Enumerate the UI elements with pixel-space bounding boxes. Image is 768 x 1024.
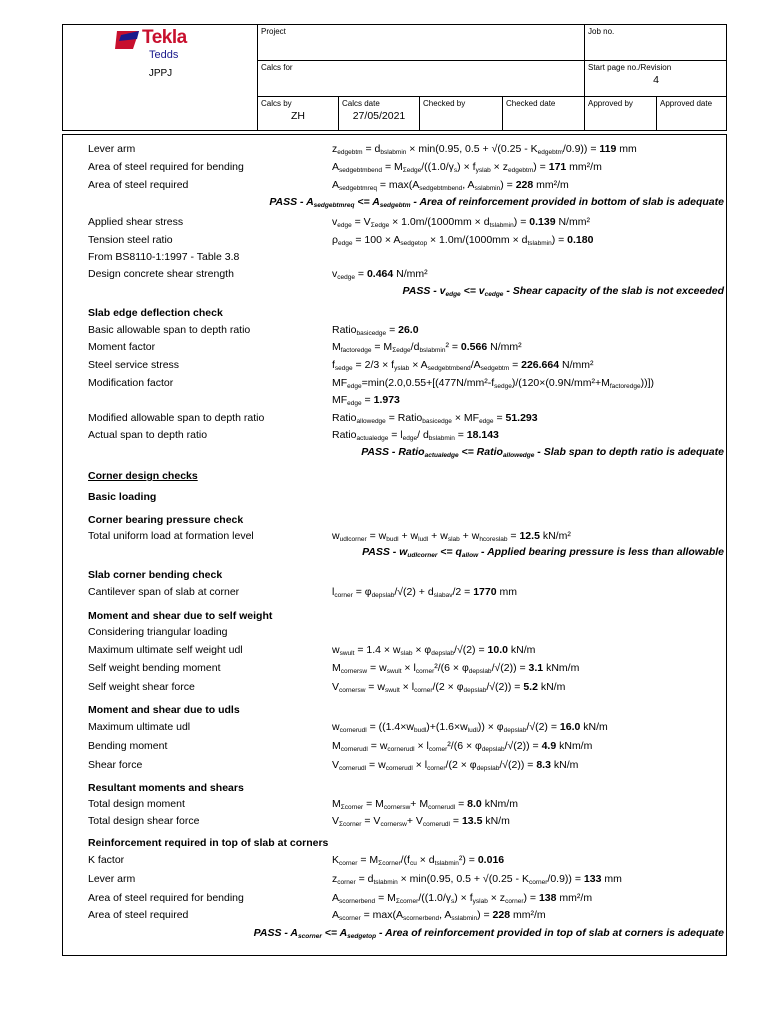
formula: $A_{scorner} = \max(A_{scornerbend}$, $A_{sslabmin}) = 228$ mm²/m [332, 909, 546, 922]
formula: $w_{cornerudl} = ((1.4\times w_{budl})+(1.6\times w_{ludl})) \times \varphi_{depslab}/√(2) = 16.0$ kN/m [332, 721, 608, 734]
project-label: Project [261, 27, 286, 36]
pass-statement: PASS - $w_{udlcorner} <= q_{allow}$ - Applied bearing pressure is less than allowable [362, 546, 724, 559]
section-heading-row [63, 514, 728, 530]
calc-row [63, 530, 728, 546]
line-label: Lever arm [88, 143, 136, 155]
line-label: Maximum ultimate udl [88, 721, 191, 733]
section-heading-row [63, 782, 728, 798]
pass-row [63, 927, 728, 943]
tekla-logo-icon [115, 29, 141, 51]
section-heading: Reinforcement required in top of slab at corners [88, 837, 329, 849]
line-label: Area of steel required [88, 179, 189, 191]
formula: $A_{sedgebtmbend} = M_{\Sigma edge}/((1.0/\gamma_s) \times f_{yslab} \times z_{edgebtm}) = 171$ mm²/m [332, 161, 602, 174]
line-label: Area of steel required for bending [88, 161, 244, 173]
calc-row [63, 234, 728, 250]
formula: $f_{sedge} = 2/3 \times f_{yslab} \times A_{sedgebtmbend}/A_{sedgebtm} = 226.664$ N/mm² [332, 359, 594, 372]
section-heading: Basic loading [88, 491, 157, 503]
approved-date-cell [657, 97, 727, 131]
line-label: Bending moment [88, 740, 168, 752]
formula: $A_{sedgebtmreq} = \max(A_{sedgebtmbend}$, $A_{sslabmin}) = 228$ mm²/m [332, 179, 569, 192]
calc-row [63, 586, 728, 602]
line-label: K factor [88, 854, 125, 866]
line-label: Cantilever span of slab at corner [88, 586, 240, 598]
pass-statement: PASS - $A_{scorner} <= A_{sedgetop}$ - Area of reinforcement provided in top of slab at corners is adequate [253, 927, 724, 940]
start-page-cell [585, 61, 727, 97]
section-heading-row [63, 307, 728, 323]
formula: $K_{corner} = M_{\Sigma corner}/(f_{cu} \times d_{tslabmin}^2) = 0.016$ [332, 854, 505, 867]
section-heading-row [63, 704, 728, 720]
job-cell [585, 25, 727, 61]
calc-row [63, 161, 728, 177]
calc-row [63, 251, 728, 267]
formula: $\rho_{edge} = 100 \times A_{sedgetop} \times 1.0m/(1000mm \times d_{tslabmin}) = 0.180$ [332, 234, 594, 247]
line-label: Total uniform load at formation level [88, 530, 254, 542]
logo-block [63, 25, 258, 131]
formula: $V_{cornerudl} = w_{cornerudl} \times l_{corner}/(2 \times \varphi_{depslab}/√(2)) = 8.3$ kN/m [332, 759, 579, 772]
section-heading: Moment and shear due to udls [88, 704, 240, 716]
calc-row [63, 854, 728, 870]
logo-subtext: Tedds [149, 49, 179, 61]
line-label: Tension steel ratio [88, 234, 173, 246]
calc-row [63, 721, 728, 737]
formula: Ratio$_{actualedge}$ = $l_{edge}/$ $d_{bslabmin} = 18.143$ [332, 429, 499, 442]
calc-row [63, 143, 728, 159]
formula: $M_{factoredge} = M_{\Sigma edge}/d_{bslabmin}^2 = 0.566$ N/mm² [332, 341, 522, 354]
line-label: Modified allowable span to depth ratio [88, 412, 265, 424]
line-label: Considering triangular loading [88, 626, 228, 638]
section-heading-row [63, 491, 728, 507]
line-label: Applied shear stress [88, 216, 184, 228]
pass-row [63, 446, 728, 462]
formula: $v_{cedge} = 0.464$ N/mm² [332, 268, 428, 281]
calc-row [63, 359, 728, 375]
approved-date-label: Approved date [660, 99, 713, 108]
pass-row [63, 285, 728, 301]
line-label: Area of steel required for bending [88, 892, 244, 904]
formula: $z_{corner} = d_{tslabmin} \times \min(0.95$, $0.5 + √(0.25 - K_{corner}/0.9)) = 133$ mm [332, 873, 622, 886]
formula: $z_{edgebtm} = d_{bslabmin} \times \min(0.95$, $0.5 + √(0.25 - K_{edgebtm}/0.9)) = 119$ mm [332, 143, 637, 156]
calcs-date-cell [339, 97, 420, 131]
line-label: Steel service stress [88, 359, 180, 371]
checked-by-cell [420, 97, 503, 131]
formula: $V_{cornersw} = w_{swult} \times l_{corner}/(2 \times \varphi_{depslab}/√(2)) = 5.2$ kN/m [332, 681, 566, 694]
pass-row [63, 196, 728, 212]
line-label: Area of steel required [88, 909, 189, 921]
line-label: Design concrete shear strength [88, 268, 234, 280]
formula: Ratio$_{basicedge}$ = 26.0 [332, 324, 419, 337]
calc-row [63, 377, 728, 393]
section-heading: Moment and shear due to self weight [88, 610, 273, 622]
section-heading: Slab corner bending check [88, 569, 223, 581]
calcs-for-label: Calcs for [261, 63, 293, 72]
calc-row [63, 740, 728, 756]
formula: $A_{scornerbend} = M_{\Sigma corner}/((1.0/\gamma_s) \times f_{yslab} \times z_{corner}) = 138$ mm²/m [332, 892, 593, 905]
calc-row [63, 626, 728, 642]
calc-row [63, 216, 728, 232]
calc-header [62, 24, 727, 131]
pass-statement: PASS - $v_{edge} <= v_{cedge}$ - Shear capacity of the slab is not exceeded [402, 285, 724, 298]
section-heading: Resultant moments and shears [88, 782, 244, 794]
calcs-by-value: ZH [291, 110, 305, 122]
line-label: Basic allowable span to depth ratio [88, 324, 251, 336]
line-label: Moment factor [88, 341, 156, 353]
line-label: Self weight bending moment [88, 662, 221, 674]
calc-row [63, 815, 728, 831]
formula: $M_{\Sigma corner} = M_{cornersw}+ M_{cornerudl} = 8.0$ kNm/m [332, 798, 518, 811]
formula: $l_{corner} = \varphi_{depslab}/√(2) + d_{slabav}/2 = 1770$ mm [332, 586, 517, 599]
formula: $MF_{edge}=\min(2.0,0.55+[(477N/mm^2-f_{sedge})/(120\times(0.9N/mm^2+M_{factoredge}))])$ [332, 377, 654, 390]
formula: $MF_{edge} = 1.973$ [332, 394, 400, 407]
section-heading: Corner bearing pressure check [88, 514, 244, 526]
section-heading-row [63, 610, 728, 626]
line-label: Total design moment [88, 798, 185, 810]
calc-row [63, 909, 728, 925]
checked-by-label: Checked by [423, 99, 466, 108]
section-heading-row [63, 569, 728, 585]
formula: $w_{udlcorner} = w_{budl} + w_{ludl} + w_{slab} + w_{hcoreslab} = 12.5$ kN/m² [332, 530, 571, 543]
start-page-value: 4 [653, 74, 659, 86]
calc-row [63, 429, 728, 445]
pass-statement: PASS - $A_{sedgebtmreq} <= A_{sedgebtm}$ - Area of reinforcement provided in bottom of slab is adequate [269, 196, 724, 209]
calc-row [63, 268, 728, 284]
approved-by-cell [585, 97, 657, 131]
project-cell [258, 25, 585, 61]
checked-date-cell [503, 97, 585, 131]
line-label: Shear force [88, 759, 143, 771]
calcs-date-label: Calcs date [342, 99, 380, 108]
line-label: Maximum ultimate self weight udl [88, 644, 243, 656]
calc-row [63, 892, 728, 908]
calc-row [63, 324, 728, 340]
calc-body [62, 134, 727, 956]
calcs-by-cell [258, 97, 339, 131]
calc-row [63, 873, 728, 889]
logo-text: Tekla [142, 27, 187, 48]
calcs-date-value: 27/05/2021 [352, 110, 406, 122]
job-label: Job no. [588, 27, 615, 36]
line-label: Total design shear force [88, 815, 200, 827]
calc-row [63, 412, 728, 428]
checked-date-label: Checked date [506, 99, 556, 108]
calc-row [63, 644, 728, 660]
line-label: Modification factor [88, 377, 174, 389]
calc-row [63, 681, 728, 697]
calc-row [63, 179, 728, 195]
calc-row [63, 798, 728, 814]
start-page-label: Start page no./Revision [588, 63, 672, 72]
section-heading: Corner design checks [88, 470, 198, 482]
calc-row [63, 394, 728, 410]
section-heading: Slab edge deflection check [88, 307, 223, 319]
calcs-for-cell [258, 61, 585, 97]
line-label: From BS8110-1:1997 - Table 3.8 [88, 251, 240, 263]
calc-row [63, 341, 728, 357]
formula: $v_{edge} = V_{\Sigma edge} \times 1.0m/(1000mm \times d_{tslabmin}) = 0.139$ N/mm² [332, 216, 590, 229]
line-label: Actual span to depth ratio [88, 429, 208, 441]
company-name: JPPJ [148, 68, 173, 79]
section-heading-row [63, 837, 728, 853]
calcs-by-label: Calcs by [261, 99, 292, 108]
approved-by-label: Approved by [588, 99, 633, 108]
formula: $V_{\Sigma corner} = V_{cornersw}+ V_{cornerudl} = 13.5$ kN/m [332, 815, 510, 828]
pass-row [63, 546, 728, 562]
calc-row [63, 759, 728, 775]
formula: Ratio$_{allowedge}$ = Ratio$_{basicedge}$ × $MF_{edge} = 51.293$ [332, 412, 538, 425]
line-label: Lever arm [88, 873, 136, 885]
formula: $M_{cornersw} = w_{swult} \times l_{corner}^2/(6 \times \varphi_{depslab}/√(2)) = 3.1$ kNm/m [332, 662, 580, 675]
formula: $M_{cornerudl} = w_{cornerudl} \times l_{corner}^2/(6 \times \varphi_{depslab}/√(2)) = 4.9$ kNm/m [332, 740, 593, 753]
pass-statement: PASS - Ratio$_{actualedge}$ <= Ratio$_{allowedge}$ - Slab span to depth ratio is adequate [361, 446, 724, 459]
calc-row [63, 662, 728, 678]
formula: $w_{swult} = 1.4 \times w_{slab} \times \varphi_{depslab}/√(2) = 10.0$ kN/m [332, 644, 536, 657]
line-label: Self weight shear force [88, 681, 195, 693]
section-heading-row [63, 470, 728, 486]
